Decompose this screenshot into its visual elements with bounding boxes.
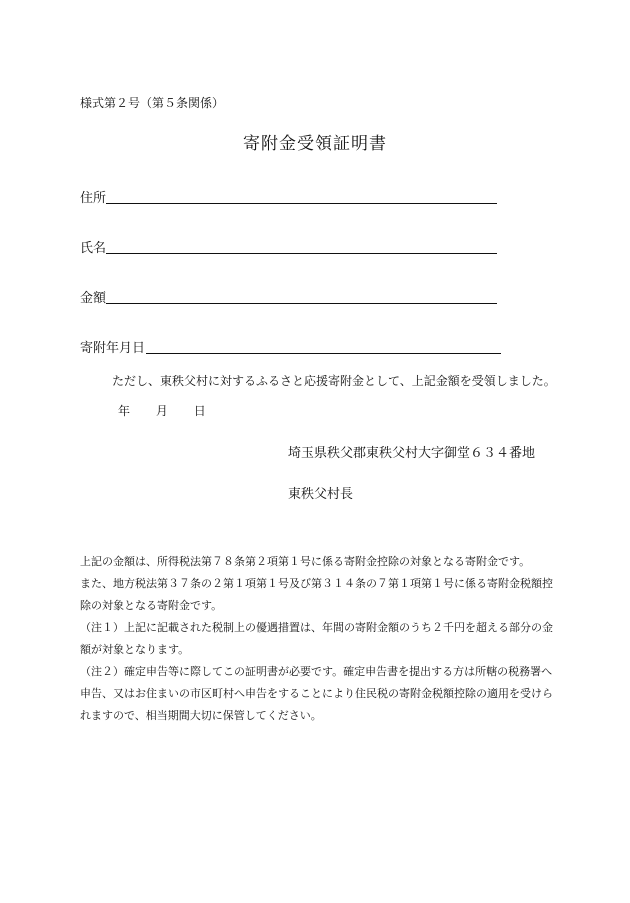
donation-date-underline[interactable] <box>146 353 501 354</box>
note-line: （注１）上記に記載された税制上の優遇措置は、年間の寄附金額のうち２千円を超える部分の金 <box>80 621 553 634</box>
name-underline[interactable] <box>106 253 497 254</box>
issuer-address: 埼玉県秩父郡東秩父村大字御堂６３４番地 <box>288 446 536 461</box>
issue-date-year: 年 <box>118 404 131 418</box>
address-label: 住所 <box>80 191 107 206</box>
note-line: （注２）確定申告等に際してこの証明書が必要です。確定申告書を提出する方は所轄の税務署へ <box>80 665 553 678</box>
receipt-statement: ただし、東秩父村に対するふるさと応援寄附金として、上記金額を受領しました。 <box>112 374 556 388</box>
note-line: れますので、相当期間大切に保管してください。 <box>80 709 322 722</box>
notes-section <box>80 551 558 727</box>
donation-date-label: 寄附年月日 <box>80 341 146 356</box>
name-label: 氏名 <box>80 241 107 256</box>
issue-date-day: 日 <box>193 404 206 418</box>
issue-date-month: 月 <box>155 404 168 418</box>
address-underline[interactable] <box>106 203 497 204</box>
note-line: 除の対象となる寄附金です。 <box>80 599 223 612</box>
note-line: 上記の金額は、所得税法第７８条第２項第１号に係る寄附金控除の対象となる寄附金です。 <box>80 555 531 568</box>
note-line: また、地方税法第３７条の２第１項第１号及び第３１４条の７第１項第１号に係る寄附金税額控 <box>80 577 553 590</box>
amount-underline[interactable] <box>106 303 497 304</box>
note-line: 額が対象となります。 <box>80 643 190 656</box>
form-number: 様式第２号（第５条関係） <box>80 96 225 110</box>
document-title: 寄附金受領証明書 <box>243 134 387 154</box>
amount-label: 金額 <box>80 291 107 306</box>
issuer-title: 東秩父村長 <box>288 487 354 502</box>
note-line: 申告、又はお住まいの市区町村へ申告をすることにより住民税の寄附金税額控除の適用を受けら <box>80 687 553 700</box>
issue-date <box>118 402 228 419</box>
